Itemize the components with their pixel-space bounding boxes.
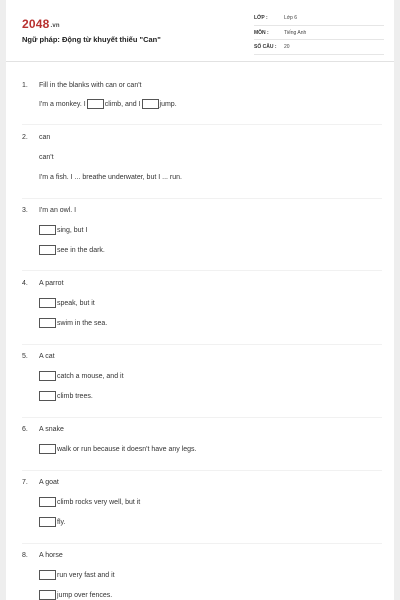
answer-option: climb rocks very well, but it <box>39 497 140 507</box>
meta-row-count <box>254 40 384 55</box>
answer-blank[interactable] <box>39 318 56 328</box>
divider <box>22 417 382 418</box>
question-title: can <box>39 134 51 141</box>
answer-option: speak, but it <box>39 298 95 308</box>
worksheet <box>6 0 394 600</box>
question-number: 2. <box>22 134 28 141</box>
divider <box>22 270 382 271</box>
answer-option: swim in the sea. <box>39 318 107 328</box>
answer-option: climb trees. <box>39 391 93 401</box>
answer-blank[interactable] <box>87 99 104 109</box>
question-number: 3. <box>22 207 28 214</box>
answer-option: walk or run because it doesn't have any legs. <box>39 444 196 454</box>
answer-option: run very fast and it <box>39 570 115 580</box>
answer-blank[interactable] <box>39 371 56 381</box>
meta-label: SỐ CÂU : <box>254 44 277 50</box>
answer-blank[interactable] <box>142 99 159 109</box>
logo: 2048.vn <box>22 17 60 31</box>
answer-blank[interactable] <box>39 391 56 401</box>
meta-label: LỚP : <box>254 15 268 21</box>
answer-blank[interactable] <box>39 225 56 235</box>
question-title: I'm an owl. I <box>39 207 77 214</box>
question-title: A goat <box>39 479 59 486</box>
meta-info <box>254 11 384 55</box>
divider <box>22 543 382 544</box>
question-number: 8. <box>22 552 28 559</box>
question-number: 5. <box>22 353 28 360</box>
question-title: Fill in the blanks with can or can't <box>39 82 142 89</box>
meta-value: Lớp 6 <box>284 15 298 21</box>
meta-row-subject <box>254 26 384 41</box>
question-title: A cat <box>39 353 55 360</box>
answer-blank[interactable] <box>39 245 56 255</box>
answer-option: see in the dark. <box>39 245 105 255</box>
divider <box>22 124 382 125</box>
answer-blank[interactable] <box>39 517 56 527</box>
divider <box>22 198 382 199</box>
question-line: can't <box>39 154 54 161</box>
question-number: 4. <box>22 280 28 287</box>
answer-blank[interactable] <box>39 590 56 600</box>
answer-blank[interactable] <box>39 444 56 454</box>
divider <box>22 344 382 345</box>
answer-option: catch a mouse, and it <box>39 371 124 381</box>
question-number: 7. <box>22 479 28 486</box>
question-title: A horse <box>39 552 63 559</box>
answer-option: fly. <box>39 517 65 527</box>
worksheet-header <box>6 0 394 62</box>
divider <box>22 470 382 471</box>
question-number: 1. <box>22 82 28 89</box>
answer-option: jump over fences. <box>39 590 112 600</box>
meta-value: Tiếng Anh <box>284 29 307 36</box>
question-number: 6. <box>22 426 28 433</box>
question-line: I'm a fish. I ... breathe underwater, but I ... run. <box>39 174 182 181</box>
meta-value: 20 <box>284 44 290 50</box>
meta-row-class <box>254 11 384 26</box>
question-sentence: I'm a monkey. I climb, and I jump. <box>39 100 177 108</box>
question-title: A parrot <box>39 280 64 287</box>
question-title: A snake <box>39 426 64 433</box>
worksheet-title: Ngữ pháp: Động từ khuyết thiếu "Can" <box>22 35 161 44</box>
answer-blank[interactable] <box>39 570 56 580</box>
answer-option: sing, but I <box>39 225 87 235</box>
answer-blank[interactable] <box>39 497 56 507</box>
meta-label: MÔN : <box>254 29 269 36</box>
answer-blank[interactable] <box>39 298 56 308</box>
